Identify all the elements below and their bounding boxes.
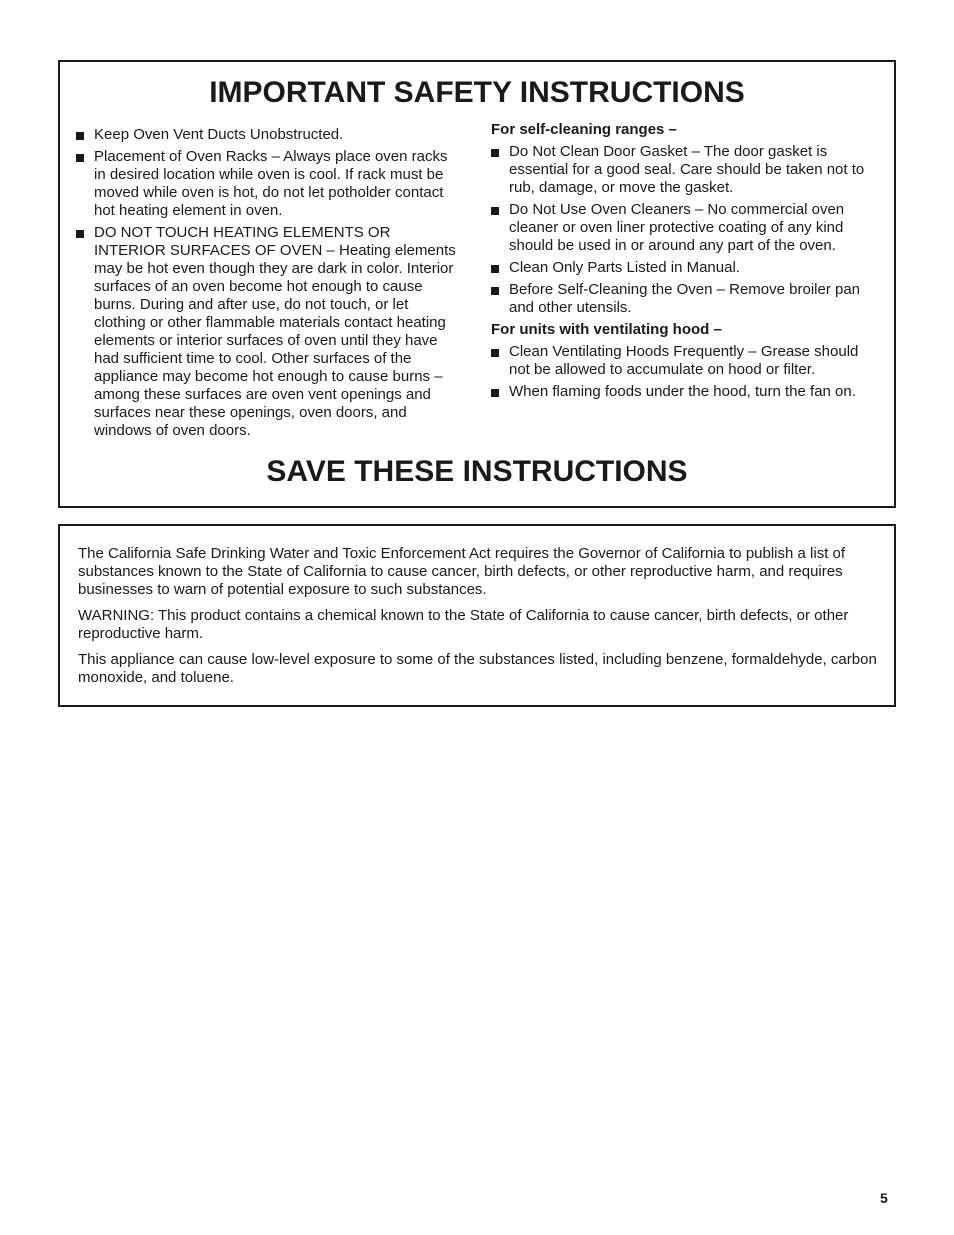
page-number: 5 [880, 1190, 888, 1206]
self-cleaning-list [491, 143, 883, 317]
prop65-notice-box [58, 524, 896, 707]
list-item: When flaming foods under the hood, turn the fan on. [491, 383, 883, 401]
prop65-warning: WARNING: This product contains a chemical known to the State of California to cause cancer, birth defects, or other reproductive harm. [78, 607, 849, 642]
right-column [491, 121, 883, 405]
safety-instructions-box [58, 60, 896, 508]
list-item: Placement of Oven Racks – Always place oven racks in desired location while oven is cool. If rack must be moved while oven is hot, do not let potholder contact hot heating element in oven. [76, 148, 456, 220]
left-column [76, 126, 456, 444]
list-item: Clean Only Parts Listed in Manual. [491, 259, 883, 277]
page-title: IMPORTANT SAFETY INSTRUCTIONS [209, 76, 745, 109]
general-safety-list [76, 126, 456, 440]
ventilating-hood-list [491, 343, 883, 401]
list-item: Clean Ventilating Hoods Frequently – Grease should not be allowed to accumulate on hood or filter. [491, 343, 883, 379]
prop65-text [78, 545, 878, 695]
self-cleaning-heading: For self-cleaning ranges – [491, 121, 677, 138]
prop65-paragraph: This appliance can cause low-level exposure to some of the substances listed, including benzene, formaldehyde, carbon monoxide, and toluene. [78, 651, 877, 686]
ventilating-hood-heading: For units with ventilating hood – [491, 321, 722, 338]
list-item: Before Self-Cleaning the Oven – Remove broiler pan and other utensils. [491, 281, 883, 317]
list-item: Do Not Clean Door Gasket – The door gasket is essential for a good seal. Care should be taken not to rub, damage, or move the gasket. [491, 143, 883, 197]
prop65-paragraph: The California Safe Drinking Water and Toxic Enforcement Act requires the Governor of California to publish a list of substances known to the State of California to cause cancer, birth defects, or other reproductive harm, and requires businesses to warn of potential exposure to such substances. [78, 545, 846, 598]
list-item: DO NOT TOUCH HEATING ELEMENTS OR INTERIOR SURFACES OF OVEN – Heating elements may be hot even though they are dark in color. Interior surfaces of an oven become hot enough to cause burns. During and after use, do not touch, or let clothing or other flammable materials contact heating elements or interior surfaces of oven until they have had sufficient time to cool. Other surfaces of the appliance may become hot enough to cause burns – among these surfaces are oven vent openings and surfaces near these openings, oven doors, and windows of oven doors. [76, 224, 456, 440]
list-item: Keep Oven Vent Ducts Unobstructed. [76, 126, 456, 144]
list-item: Do Not Use Oven Cleaners – No commercial oven cleaner or oven liner protective coating of any kind should be used in or around any part of the oven. [491, 201, 883, 255]
save-instructions-title: SAVE THESE INSTRUCTIONS [266, 455, 688, 488]
